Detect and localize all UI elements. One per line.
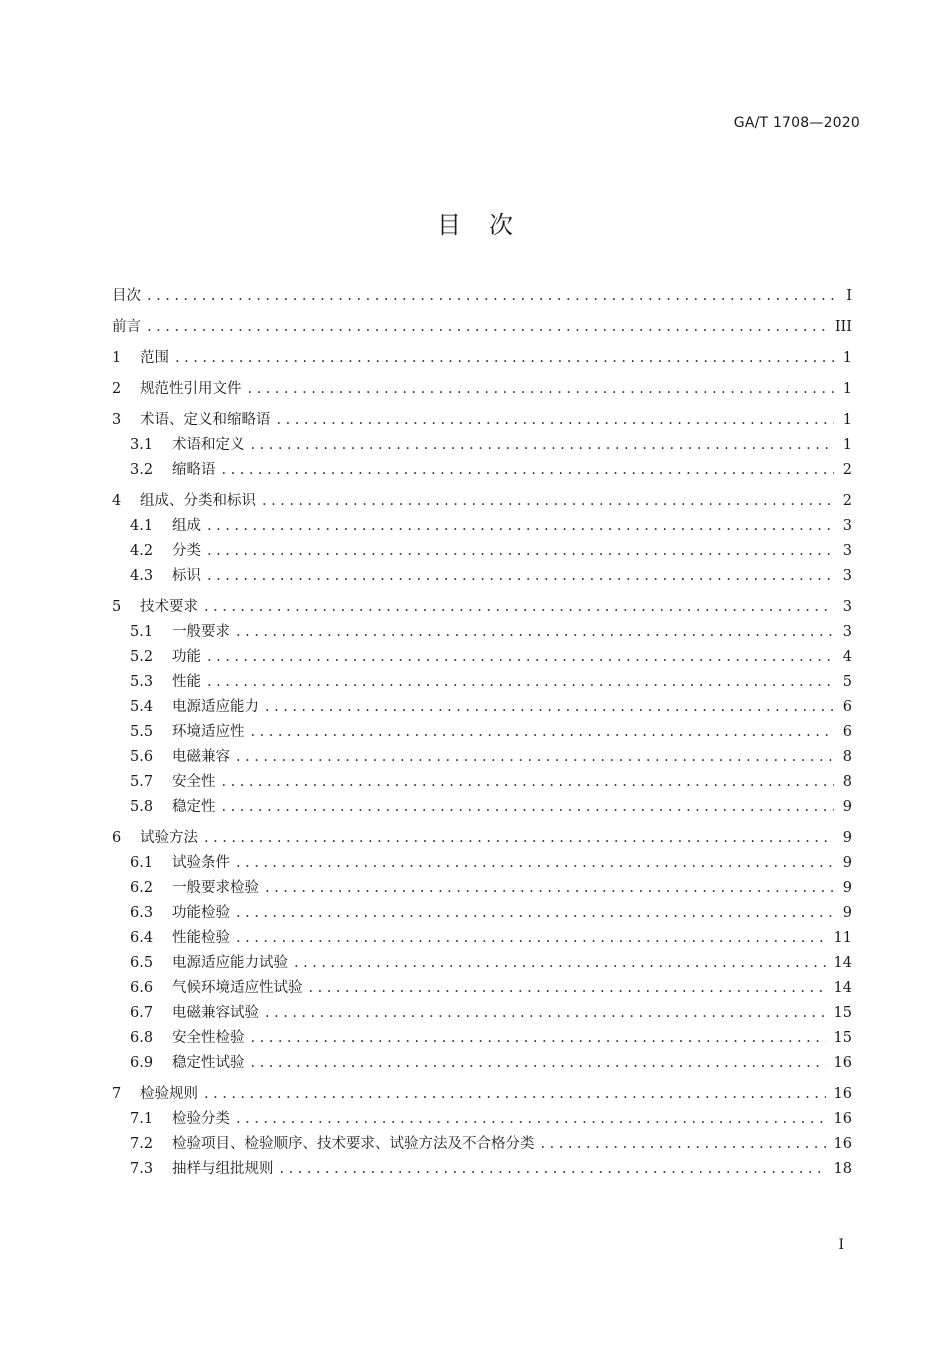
toc-entry-label: 检验规则 (140, 1086, 198, 1102)
dot-leader (207, 543, 834, 559)
toc-entry-number: 5.5 (130, 724, 154, 740)
toc-entry[interactable] (112, 377, 852, 402)
toc-entry-page: 1 (842, 437, 852, 453)
toc-entry[interactable] (112, 458, 852, 483)
toc-entry[interactable] (112, 346, 852, 371)
toc-entry-page: 1 (842, 412, 852, 428)
dot-leader (207, 568, 834, 584)
dot-leader (248, 381, 835, 397)
toc-entry-number: 5.2 (130, 649, 154, 665)
dot-leader (251, 1030, 826, 1046)
toc-entry-label: 组成 (172, 518, 201, 534)
dot-leader (251, 724, 835, 740)
toc-entry-label: 环境适应性 (172, 724, 245, 740)
toc-entry-number: 5.7 (130, 774, 154, 790)
toc-entry-number: 3.2 (130, 462, 154, 478)
toc-entry[interactable] (112, 620, 852, 645)
toc-entry-page: 9 (842, 830, 852, 846)
toc-entry-label: 分类 (172, 543, 201, 559)
toc-entry-number: 4.1 (130, 518, 154, 534)
toc-entry-label: 安全性 (172, 774, 216, 790)
toc-entry-label: 目次 (112, 288, 141, 304)
toc-entry[interactable] (112, 670, 852, 695)
toc-entry-number: 5.8 (130, 799, 154, 815)
toc-entry-page: 2 (842, 462, 852, 478)
toc-entry-label: 前言 (112, 319, 141, 335)
toc-entry[interactable] (112, 926, 852, 951)
toc-entry-number: 5 (112, 599, 122, 615)
toc-entry-label: 气候环境适应性试验 (172, 980, 303, 996)
page-title: 目次 (437, 211, 541, 239)
dot-leader (265, 699, 834, 715)
toc-entry-number: 7 (112, 1086, 122, 1102)
toc-entry-page: 3 (842, 518, 852, 534)
dot-leader (222, 799, 835, 815)
toc-entry[interactable] (112, 514, 852, 539)
toc-entry-number: 3.1 (130, 437, 154, 453)
toc-entry-page: 15 (833, 1030, 852, 1046)
toc-entry[interactable] (112, 1026, 852, 1051)
toc-entry[interactable] (112, 826, 852, 851)
dot-leader (236, 624, 834, 640)
toc-entry-number: 7.3 (130, 1161, 154, 1177)
dot-leader (207, 674, 834, 690)
toc-entry-page: 14 (833, 980, 852, 996)
dot-leader (204, 830, 834, 846)
table-of-contents (112, 284, 852, 1182)
toc-entry-number: 6.4 (130, 930, 154, 946)
toc-entry-label: 缩略语 (172, 462, 216, 478)
toc-entry-label: 术语、定义和缩略语 (140, 412, 271, 428)
dot-leader (207, 518, 834, 534)
dot-leader (294, 955, 826, 971)
toc-entry-number: 1 (112, 350, 122, 366)
toc-entry-label: 稳定性试验 (172, 1055, 245, 1071)
toc-entry-label: 功能 (172, 649, 201, 665)
toc-entry-page: 3 (842, 624, 852, 640)
toc-entry-label: 检验分类 (172, 1111, 230, 1127)
toc-entry-number: 6.1 (130, 855, 154, 871)
toc-entry[interactable] (112, 564, 852, 589)
toc-entry-page: 9 (842, 880, 852, 896)
toc-entry[interactable] (112, 901, 852, 926)
toc-entry-number: 6.3 (130, 905, 154, 921)
toc-entry-page: 16 (833, 1111, 852, 1127)
toc-entry-page: 5 (842, 674, 852, 690)
dot-leader (265, 1005, 826, 1021)
toc-entry-label: 组成、分类和标识 (140, 493, 256, 509)
toc-entry-number: 5.3 (130, 674, 154, 690)
dot-leader (147, 288, 834, 304)
dot-leader (175, 350, 834, 366)
dot-leader (236, 930, 826, 946)
toc-entry[interactable] (112, 770, 852, 795)
dot-leader (265, 880, 834, 896)
toc-entry[interactable] (112, 1132, 852, 1157)
toc-entry-number: 5.6 (130, 749, 154, 765)
toc-entry-number: 6.2 (130, 880, 154, 896)
toc-entry-label: 安全性检验 (172, 1030, 245, 1046)
dot-leader (204, 599, 834, 615)
dot-leader (251, 437, 835, 453)
toc-entry-label: 稳定性 (172, 799, 216, 815)
toc-entry-page: 16 (833, 1136, 852, 1152)
toc-entry-number: 7.2 (130, 1136, 154, 1152)
toc-entry-number: 6.6 (130, 980, 154, 996)
toc-entry-page: 9 (842, 799, 852, 815)
dot-leader (309, 980, 826, 996)
toc-entry-page: 18 (833, 1161, 852, 1177)
dot-leader (236, 749, 834, 765)
toc-entry-label: 性能检验 (172, 930, 230, 946)
dot-leader (236, 905, 834, 921)
toc-entry-number: 4.2 (130, 543, 154, 559)
toc-entry-number: 6.8 (130, 1030, 154, 1046)
standard-number: GA/T 1708—2020 (733, 115, 860, 131)
toc-entry[interactable] (112, 645, 852, 670)
toc-entry-page: 16 (833, 1086, 852, 1102)
toc-entry[interactable] (112, 1001, 852, 1026)
dot-leader (541, 1136, 826, 1152)
toc-entry-label: 一般要求 (172, 624, 230, 640)
toc-entry-label: 抽样与组批规则 (172, 1161, 274, 1177)
dot-leader (277, 412, 835, 428)
toc-entry-label: 功能检验 (172, 905, 230, 921)
toc-entry-number: 4 (112, 493, 122, 509)
dot-leader (251, 1055, 826, 1071)
toc-entry[interactable] (112, 1157, 852, 1182)
toc-entry-label: 电磁兼容 (172, 749, 230, 765)
toc-entry[interactable] (112, 951, 852, 976)
toc-entry-number: 5.4 (130, 699, 154, 715)
toc-entry-label: 试验条件 (172, 855, 230, 871)
toc-entry-label: 技术要求 (140, 599, 198, 615)
toc-entry-label: 性能 (172, 674, 201, 690)
toc-entry[interactable] (112, 408, 852, 433)
toc-entry-page: 6 (842, 699, 852, 715)
toc-entry-page: 8 (842, 749, 852, 765)
toc-entry[interactable] (112, 876, 852, 901)
toc-entry-page: III (834, 319, 852, 335)
toc-entry-number: 4.3 (130, 568, 154, 584)
toc-entry-page: 6 (842, 724, 852, 740)
toc-entry-page: 3 (842, 543, 852, 559)
toc-entry-label: 电源适应能力试验 (172, 955, 288, 971)
toc-entry-number: 2 (112, 381, 122, 397)
toc-entry-page: 4 (842, 649, 852, 665)
toc-entry[interactable] (112, 539, 852, 564)
toc-entry-page: 1 (842, 381, 852, 397)
dot-leader (222, 462, 835, 478)
toc-entry-number: 6.9 (130, 1055, 154, 1071)
toc-entry-page: 15 (833, 1005, 852, 1021)
dot-leader (204, 1086, 826, 1102)
dot-leader (147, 319, 827, 335)
dot-leader (236, 855, 834, 871)
toc-entry[interactable] (112, 1082, 852, 1107)
toc-entry[interactable] (112, 745, 852, 770)
toc-entry-page: 3 (842, 568, 852, 584)
dot-leader (236, 1111, 826, 1127)
toc-entry[interactable] (112, 695, 852, 720)
dot-leader (280, 1161, 826, 1177)
toc-entry[interactable] (112, 795, 852, 820)
toc-entry-number: 3 (112, 412, 122, 428)
toc-entry[interactable] (112, 720, 852, 745)
toc-entry-page: 11 (833, 930, 852, 946)
toc-entry-page: 9 (842, 855, 852, 871)
toc-entry-page: 8 (842, 774, 852, 790)
toc-entry-page: I (846, 288, 852, 304)
toc-entry-label: 电磁兼容试验 (172, 1005, 259, 1021)
toc-entry-page: 9 (842, 905, 852, 921)
toc-entry-label: 检验项目、检验顺序、技术要求、试验方法及不合格分类 (172, 1136, 535, 1152)
toc-entry-page: 1 (842, 350, 852, 366)
toc-entry-number: 6.7 (130, 1005, 154, 1021)
toc-entry-number: 6 (112, 830, 122, 846)
toc-entry-label: 标识 (172, 568, 201, 584)
toc-entry-label: 一般要求检验 (172, 880, 259, 896)
toc-entry[interactable] (112, 284, 852, 309)
toc-entry-number: 6.5 (130, 955, 154, 971)
toc-entry-number: 5.1 (130, 624, 154, 640)
toc-entry[interactable] (112, 489, 852, 514)
toc-entry-label: 术语和定义 (172, 437, 245, 453)
toc-entry-page: 14 (833, 955, 852, 971)
dot-leader (262, 493, 834, 509)
toc-entry-number: 7.1 (130, 1111, 154, 1127)
toc-entry[interactable] (112, 851, 852, 876)
dot-leader (222, 774, 835, 790)
toc-entry[interactable] (112, 976, 852, 1001)
toc-entry-page: 3 (842, 599, 852, 615)
toc-entry-label: 试验方法 (140, 830, 198, 846)
toc-entry[interactable] (112, 595, 852, 620)
toc-entry-label: 范围 (140, 350, 169, 366)
toc-entry[interactable] (112, 1107, 852, 1132)
toc-entry[interactable] (112, 433, 852, 458)
toc-entry[interactable] (112, 315, 852, 340)
toc-entry-label: 规范性引用文件 (140, 381, 242, 397)
toc-entry-page: 16 (833, 1055, 852, 1071)
dot-leader (207, 649, 834, 665)
toc-entry-page: 2 (842, 493, 852, 509)
toc-entry[interactable] (112, 1051, 852, 1076)
footer-page-number: I (838, 1237, 844, 1253)
toc-entry-label: 电源适应能力 (172, 699, 259, 715)
